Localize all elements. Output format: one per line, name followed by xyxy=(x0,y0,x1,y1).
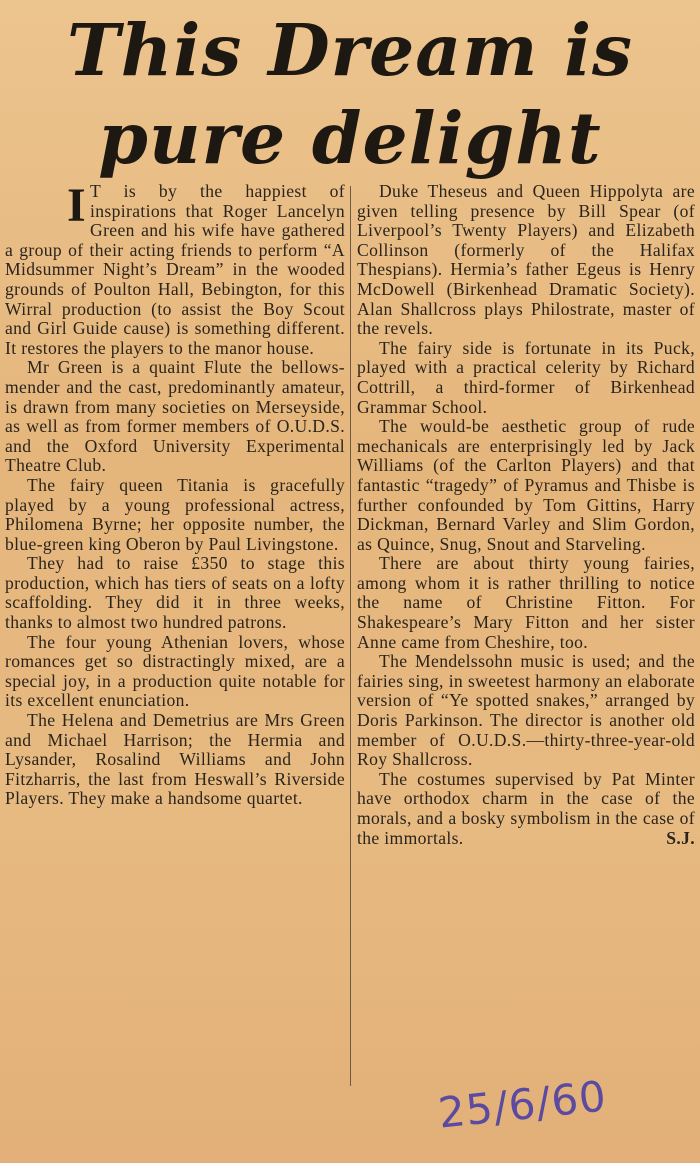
drop-cap: I xyxy=(67,179,87,232)
paragraph xyxy=(5,179,345,358)
paragraph: They had to raise £350 to stage this production, which has tiers of seats on a lofty scaffolding. They did it in three weeks, thanks to almost two hundred patrons. xyxy=(5,553,345,633)
handwritten-date: 25/6/60 xyxy=(435,1071,610,1138)
paragraph: The Mendelssohn music is used; and the fairies sing, in sweetest harmony an elaborate version of “Ye spotted snakes,” arranged by Doris Parkinson. The director is another old member of O.U.D.S.—thirty-three-year-old Roy Shallcross. xyxy=(357,651,695,770)
paragraph: The four young Athenian lovers, whose romances get so distractingly mixed, are a special joy, in a production quite notable for its excellent enunciation. xyxy=(5,631,345,711)
paragraph: The would-be aesthetic group of rude mechanicals are enterprisingly led by Jack Williams (of the Carlton Players) and that fantastic “tragedy” of Pyramus and Thisbe is further confounded by Tom Gittins, Harry Dickman, Bernard Varley and Slim Gordon, as Quince, Snug, Snout and Starveling. xyxy=(357,416,695,554)
paragraph: There are about thirty young fairies, among whom it is rather thrilling to notice the name of Christine Fitton. For Shakespeare’s Mary Fitton and her sister Anne came from Cheshire, too. xyxy=(357,553,695,652)
headline xyxy=(0,6,700,182)
headline-line-1: This Dream is xyxy=(66,8,634,92)
paragraph-text: T is by the happiest of inspirations that Roger Lancelyn Green and his wife have gathered a group of their acting friends to perform “A Midsummer Night’s Dream” in the wooded grounds of Poulton Hall, Bebington, for this Wirral production (to assist the Boy Scout and Girl Guide cause) is something different. It restores the players to the manor house. xyxy=(5,181,345,358)
paragraph-text: The costumes supervised by Pat Minter have orthodox charm in the case of the morals, and a bosky symbolism in the case of the immortals. xyxy=(357,768,695,848)
paragraph: Mr Green is a quaint Flute the bellows-mender and the cast, predominantly amateur, is drawn from many societies on Merseyside, as well as from former members of O.U.D.S. and the Oxford University Experimental Theatre Club. xyxy=(5,357,345,476)
headline-line-2: pure delight xyxy=(98,96,602,180)
article-column-left xyxy=(5,179,345,809)
author-signature: S.J. xyxy=(666,827,695,848)
paragraph xyxy=(357,770,695,848)
column-divider xyxy=(350,186,351,1086)
paragraph: The Helena and Demetrius are Mrs Green and Michael Harrison; the Hermia and Lysander, Rosalind Williams and John Fitzharris, the last from Heswall’s Riverside Players. They make a handsome quartet. xyxy=(5,710,345,809)
paragraph: Duke Theseus and Queen Hippolyta are given telling presence by Bill Spear (of Liverpool’s Twenty Players) and Elizabeth Collinson (formerly of the Halifax Thespians). Hermia’s father Egeus is Henry McDowell (Birkenhead Dramatic Society). Alan Shallcross plays Philostrate, master of the revels. xyxy=(357,181,695,339)
paragraph: The fairy side is fortunate in its Puck, played with a practical celerity by Richard Cottrill, a third-former of Birkenhead Grammar School. xyxy=(357,337,695,417)
article-column-right xyxy=(357,182,695,848)
paragraph: The fairy queen Titania is gracefully played by a young professional actress, Philomena Byrne; her opposite number, the blue-green king Oberon by Paul Livingstone. xyxy=(5,474,345,554)
